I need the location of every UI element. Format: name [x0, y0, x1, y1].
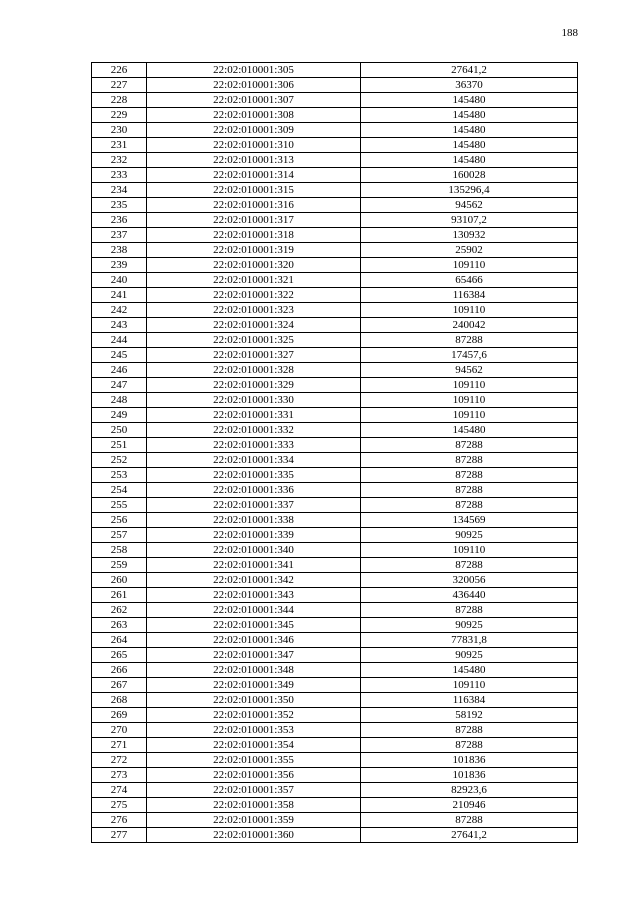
cadastral-number-cell: 22:02:010001:344 [147, 603, 361, 618]
cadastral-number-cell: 22:02:010001:313 [147, 153, 361, 168]
row-number-cell: 255 [92, 498, 147, 513]
cadastral-number-cell: 22:02:010001:335 [147, 468, 361, 483]
value-cell: 87288 [361, 738, 578, 753]
table-row [92, 723, 578, 738]
value-cell: 87288 [361, 498, 578, 513]
value-cell: 65466 [361, 273, 578, 288]
row-number-cell: 254 [92, 483, 147, 498]
cadastral-number-cell: 22:02:010001:341 [147, 558, 361, 573]
table-row [92, 513, 578, 528]
cadastral-number-cell: 22:02:010001:308 [147, 108, 361, 123]
row-number-cell: 231 [92, 138, 147, 153]
cadastral-number-cell: 22:02:010001:348 [147, 663, 361, 678]
value-cell: 87288 [361, 813, 578, 828]
cadastral-number-cell: 22:02:010001:314 [147, 168, 361, 183]
cadastral-number-cell: 22:02:010001:306 [147, 78, 361, 93]
cadastral-number-cell: 22:02:010001:331 [147, 408, 361, 423]
row-number-cell: 253 [92, 468, 147, 483]
row-number-cell: 272 [92, 753, 147, 768]
table-row [92, 108, 578, 123]
value-cell: 90925 [361, 618, 578, 633]
table-row [92, 363, 578, 378]
row-number-cell: 230 [92, 123, 147, 138]
cadastral-number-cell: 22:02:010001:318 [147, 228, 361, 243]
cadastral-number-cell: 22:02:010001:330 [147, 393, 361, 408]
table-row [92, 258, 578, 273]
table-row [92, 693, 578, 708]
table-row [92, 798, 578, 813]
cadastral-number-cell: 22:02:010001:333 [147, 438, 361, 453]
value-cell: 116384 [361, 693, 578, 708]
table-row [92, 588, 578, 603]
table-row [92, 603, 578, 618]
cadastral-number-cell: 22:02:010001:334 [147, 453, 361, 468]
cadastral-number-cell: 22:02:010001:345 [147, 618, 361, 633]
row-number-cell: 242 [92, 303, 147, 318]
cadastral-number-cell: 22:02:010001:357 [147, 783, 361, 798]
cadastral-number-cell: 22:02:010001:307 [147, 93, 361, 108]
table-row [92, 648, 578, 663]
table-row [92, 228, 578, 243]
row-number-cell: 248 [92, 393, 147, 408]
value-cell: 145480 [361, 123, 578, 138]
row-number-cell: 236 [92, 213, 147, 228]
row-number-cell: 275 [92, 798, 147, 813]
cadastral-number-cell: 22:02:010001:354 [147, 738, 361, 753]
cadastral-number-cell: 22:02:010001:328 [147, 363, 361, 378]
cadastral-number-cell: 22:02:010001:316 [147, 198, 361, 213]
value-cell: 145480 [361, 423, 578, 438]
page-number: 188 [561, 27, 578, 39]
row-number-cell: 259 [92, 558, 147, 573]
value-cell: 93107,2 [361, 213, 578, 228]
table-row [92, 348, 578, 363]
cadastral-number-cell: 22:02:010001:321 [147, 273, 361, 288]
value-cell: 160028 [361, 168, 578, 183]
row-number-cell: 258 [92, 543, 147, 558]
cadastral-number-cell: 22:02:010001:310 [147, 138, 361, 153]
row-number-cell: 238 [92, 243, 147, 258]
row-number-cell: 270 [92, 723, 147, 738]
value-cell: 27641,2 [361, 828, 578, 843]
value-cell: 145480 [361, 108, 578, 123]
cadastral-number-cell: 22:02:010001:336 [147, 483, 361, 498]
cadastral-number-cell: 22:02:010001:353 [147, 723, 361, 738]
table-row [92, 123, 578, 138]
row-number-cell: 249 [92, 408, 147, 423]
cadastral-number-cell: 22:02:010001:329 [147, 378, 361, 393]
row-number-cell: 276 [92, 813, 147, 828]
value-cell: 87288 [361, 333, 578, 348]
cadastral-number-cell: 22:02:010001:350 [147, 693, 361, 708]
row-number-cell: 252 [92, 453, 147, 468]
row-number-cell: 239 [92, 258, 147, 273]
row-number-cell: 263 [92, 618, 147, 633]
table-row [92, 438, 578, 453]
value-cell: 25902 [361, 243, 578, 258]
row-number-cell: 240 [92, 273, 147, 288]
row-number-cell: 261 [92, 588, 147, 603]
row-number-cell: 251 [92, 438, 147, 453]
table-row [92, 183, 578, 198]
cadastral-number-cell: 22:02:010001:358 [147, 798, 361, 813]
table-row [92, 168, 578, 183]
value-cell: 109110 [361, 303, 578, 318]
cadastral-number-cell: 22:02:010001:346 [147, 633, 361, 648]
cadastral-number-cell: 22:02:010001:305 [147, 63, 361, 78]
table-row [92, 753, 578, 768]
row-number-cell: 260 [92, 573, 147, 588]
value-cell: 145480 [361, 138, 578, 153]
value-cell: 145480 [361, 663, 578, 678]
cadastral-number-cell: 22:02:010001:332 [147, 423, 361, 438]
value-cell: 109110 [361, 678, 578, 693]
table-row [92, 738, 578, 753]
row-number-cell: 227 [92, 78, 147, 93]
cadastral-number-cell: 22:02:010001:338 [147, 513, 361, 528]
table-row [92, 828, 578, 843]
row-number-cell: 277 [92, 828, 147, 843]
row-number-cell: 247 [92, 378, 147, 393]
cadastral-number-cell: 22:02:010001:343 [147, 588, 361, 603]
table-row [92, 288, 578, 303]
row-number-cell: 262 [92, 603, 147, 618]
cadastral-number-cell: 22:02:010001:347 [147, 648, 361, 663]
value-cell: 109110 [361, 378, 578, 393]
value-cell: 87288 [361, 483, 578, 498]
table-row [92, 768, 578, 783]
cadastral-number-cell: 22:02:010001:339 [147, 528, 361, 543]
table-row [92, 573, 578, 588]
value-cell: 77831,8 [361, 633, 578, 648]
cadastral-number-cell: 22:02:010001:340 [147, 543, 361, 558]
value-cell: 27641,2 [361, 63, 578, 78]
row-number-cell: 234 [92, 183, 147, 198]
row-number-cell: 257 [92, 528, 147, 543]
table-row [92, 213, 578, 228]
cadastral-number-cell: 22:02:010001:309 [147, 123, 361, 138]
cadastral-number-cell: 22:02:010001:342 [147, 573, 361, 588]
table-row [92, 678, 578, 693]
row-number-cell: 265 [92, 648, 147, 663]
table-row [92, 423, 578, 438]
cadastral-number-cell: 22:02:010001:325 [147, 333, 361, 348]
row-number-cell: 250 [92, 423, 147, 438]
row-number-cell: 241 [92, 288, 147, 303]
table-row [92, 333, 578, 348]
value-cell: 87288 [361, 603, 578, 618]
table-row [92, 63, 578, 78]
value-cell: 210946 [361, 798, 578, 813]
value-cell: 58192 [361, 708, 578, 723]
row-number-cell: 233 [92, 168, 147, 183]
table-row [92, 198, 578, 213]
row-number-cell: 237 [92, 228, 147, 243]
table-row [92, 633, 578, 648]
table-row [92, 498, 578, 513]
row-number-cell: 243 [92, 318, 147, 333]
table-row [92, 663, 578, 678]
table-row [92, 708, 578, 723]
value-cell: 101836 [361, 753, 578, 768]
cadastral-number-cell: 22:02:010001:322 [147, 288, 361, 303]
value-cell: 134569 [361, 513, 578, 528]
table-row [92, 303, 578, 318]
cadastral-number-cell: 22:02:010001:356 [147, 768, 361, 783]
value-cell: 135296,4 [361, 183, 578, 198]
row-number-cell: 274 [92, 783, 147, 798]
cadastral-number-cell: 22:02:010001:323 [147, 303, 361, 318]
cadastral-number-cell: 22:02:010001:320 [147, 258, 361, 273]
table-row [92, 618, 578, 633]
row-number-cell: 267 [92, 678, 147, 693]
row-number-cell: 244 [92, 333, 147, 348]
cadastral-number-cell: 22:02:010001:315 [147, 183, 361, 198]
row-number-cell: 232 [92, 153, 147, 168]
value-cell: 17457,6 [361, 348, 578, 363]
row-number-cell: 229 [92, 108, 147, 123]
value-cell: 90925 [361, 648, 578, 663]
value-cell: 240042 [361, 318, 578, 333]
table-row [92, 558, 578, 573]
table-row [92, 378, 578, 393]
value-cell: 36370 [361, 78, 578, 93]
cadastral-number-cell: 22:02:010001:317 [147, 213, 361, 228]
table-row [92, 543, 578, 558]
cadastral-number-cell: 22:02:010001:352 [147, 708, 361, 723]
cadastral-number-cell: 22:02:010001:359 [147, 813, 361, 828]
value-cell: 109110 [361, 408, 578, 423]
table-row [92, 273, 578, 288]
table-row [92, 153, 578, 168]
value-cell: 109110 [361, 543, 578, 558]
table-row [92, 243, 578, 258]
value-cell: 82923,6 [361, 783, 578, 798]
cadastral-number-cell: 22:02:010001:327 [147, 348, 361, 363]
row-number-cell: 235 [92, 198, 147, 213]
row-number-cell: 271 [92, 738, 147, 753]
table-row [92, 468, 578, 483]
cadastral-number-cell: 22:02:010001:337 [147, 498, 361, 513]
row-number-cell: 268 [92, 693, 147, 708]
cadastral-number-cell: 22:02:010001:324 [147, 318, 361, 333]
table-row [92, 483, 578, 498]
cadastral-number-cell: 22:02:010001:355 [147, 753, 361, 768]
cadastral-table [91, 62, 578, 843]
row-number-cell: 228 [92, 93, 147, 108]
value-cell: 145480 [361, 153, 578, 168]
value-cell: 87288 [361, 453, 578, 468]
value-cell: 87288 [361, 438, 578, 453]
table-row [92, 93, 578, 108]
value-cell: 109110 [361, 393, 578, 408]
table-row [92, 318, 578, 333]
value-cell: 109110 [361, 258, 578, 273]
row-number-cell: 266 [92, 663, 147, 678]
row-number-cell: 245 [92, 348, 147, 363]
row-number-cell: 226 [92, 63, 147, 78]
value-cell: 87288 [361, 558, 578, 573]
cadastral-number-cell: 22:02:010001:360 [147, 828, 361, 843]
table-row [92, 393, 578, 408]
table-row [92, 138, 578, 153]
value-cell: 130932 [361, 228, 578, 243]
row-number-cell: 246 [92, 363, 147, 378]
value-cell: 94562 [361, 363, 578, 378]
table-row [92, 813, 578, 828]
value-cell: 94562 [361, 198, 578, 213]
row-number-cell: 264 [92, 633, 147, 648]
value-cell: 116384 [361, 288, 578, 303]
value-cell: 87288 [361, 723, 578, 738]
value-cell: 87288 [361, 468, 578, 483]
cadastral-number-cell: 22:02:010001:349 [147, 678, 361, 693]
cadastral-number-cell: 22:02:010001:319 [147, 243, 361, 258]
row-number-cell: 256 [92, 513, 147, 528]
value-cell: 436440 [361, 588, 578, 603]
table-row [92, 78, 578, 93]
row-number-cell: 273 [92, 768, 147, 783]
table-row [92, 408, 578, 423]
value-cell: 101836 [361, 768, 578, 783]
value-cell: 145480 [361, 93, 578, 108]
table-row [92, 783, 578, 798]
table-row [92, 528, 578, 543]
value-cell: 90925 [361, 528, 578, 543]
table-row [92, 453, 578, 468]
table-body [92, 63, 578, 843]
value-cell: 320056 [361, 573, 578, 588]
row-number-cell: 269 [92, 708, 147, 723]
